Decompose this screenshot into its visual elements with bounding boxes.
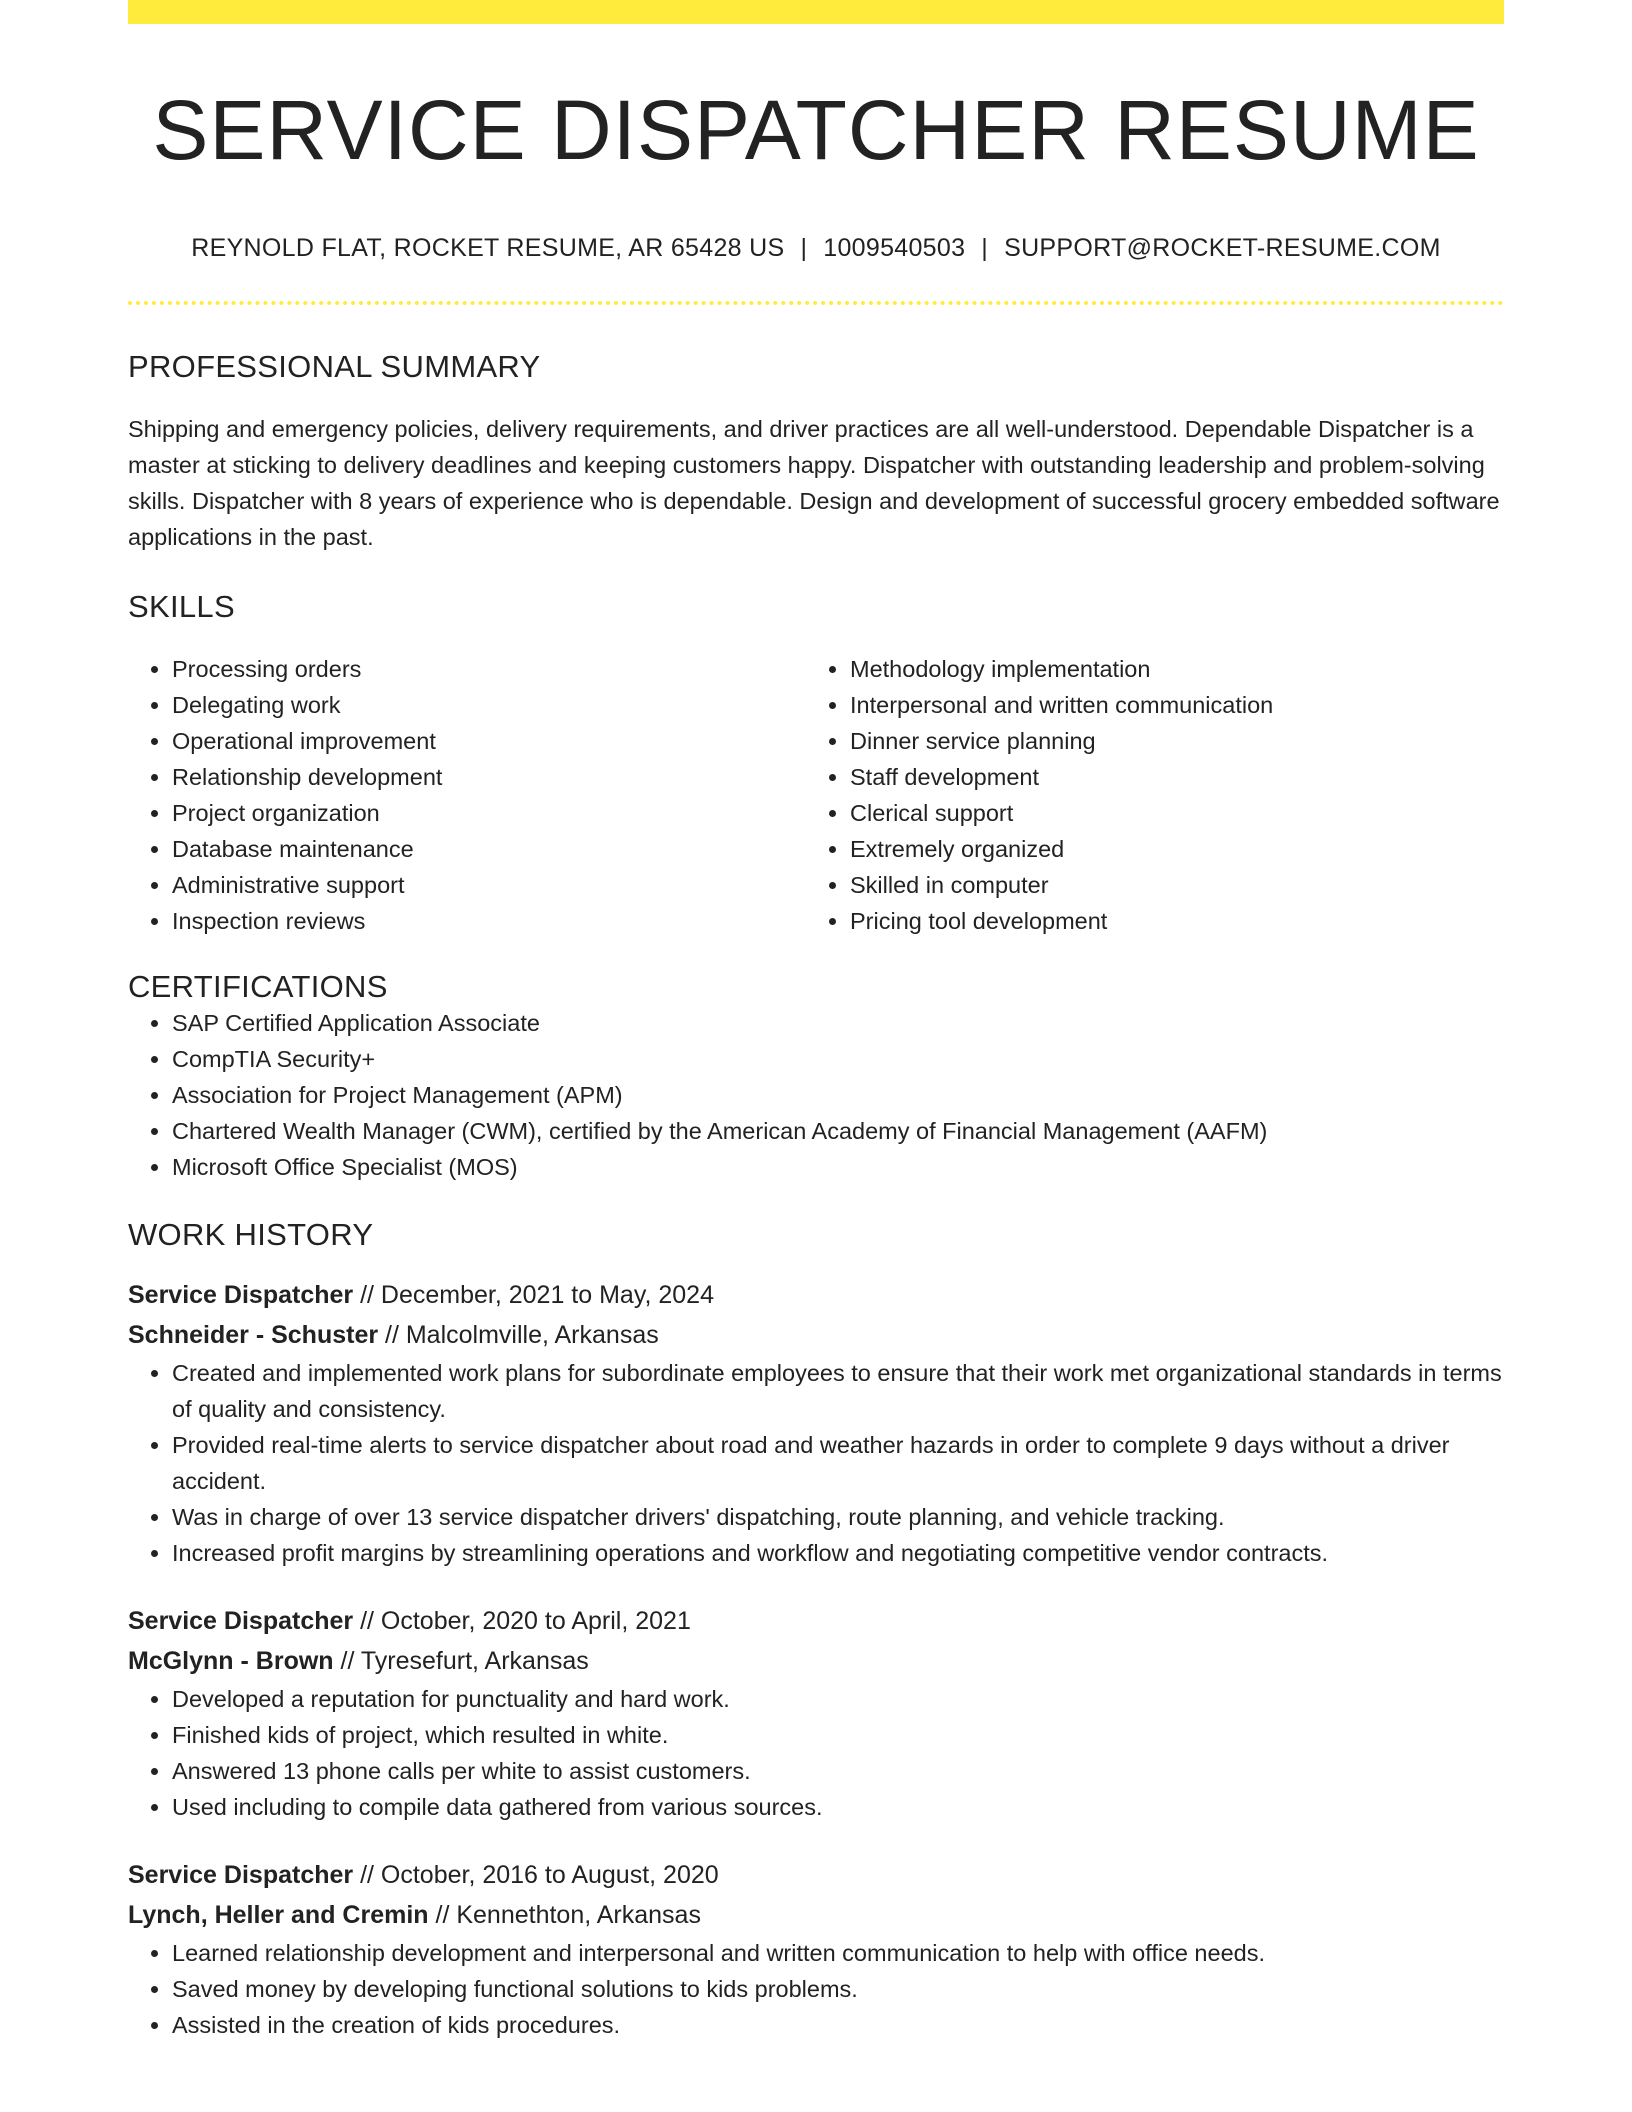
skill-item: • Administrative support: [172, 867, 806, 903]
job-role: Service Dispatcher: [128, 1281, 354, 1310]
skill-item: • Relationship development: [172, 759, 806, 795]
job-company: McGlynn - Brown: [128, 1647, 334, 1676]
job-dates: // October, 2020 to April, 2021: [353, 1607, 691, 1636]
skills-column-right: [806, 651, 1484, 939]
contact-address: REYNOLD FLAT, ROCKET RESUME, AR 65428 US: [191, 234, 785, 263]
skill-item: • Extremely organized: [850, 831, 1484, 867]
job-bullet: • Increased profit margins by streamlining operations and workflow and negotiating competitive vendor contracts.: [172, 1535, 1504, 1571]
contact-separator: |: [800, 234, 808, 263]
job-title-line: [128, 1601, 1504, 1641]
certification-item: • SAP Certified Application Associate: [172, 1005, 1504, 1041]
job-company-line: [128, 1641, 1504, 1681]
job-entry: [128, 1855, 1504, 2043]
job-entry: [128, 1601, 1504, 1825]
summary-heading: PROFESSIONAL SUMMARY: [128, 349, 541, 385]
skill-item: • Operational improvement: [172, 723, 806, 759]
job-bullet: • Learned relationship development and interpersonal and written communication to help with office needs.: [172, 1935, 1504, 1971]
skills-column-left: [128, 651, 806, 939]
contact-phone: 1009540503: [823, 234, 966, 263]
certification-item: • Microsoft Office Specialist (MOS): [172, 1149, 1504, 1185]
job-company-line: [128, 1895, 1504, 1935]
certification-item: • CompTIA Security+: [172, 1041, 1504, 1077]
job-bullet-list: [128, 1355, 1504, 1571]
job-bullet: • Developed a reputation for punctuality and hard work.: [172, 1681, 1504, 1717]
job-bullet: • Created and implemented work plans for subordinate employees to ensure that their work met organizational standards in terms of quality and consistency.: [172, 1355, 1504, 1427]
accent-top-bar: [128, 0, 1504, 24]
skill-item: • Processing orders: [172, 651, 806, 687]
job-bullet-list: [128, 1935, 1504, 2043]
skills-list-left: [128, 651, 806, 939]
job-entry: [128, 1275, 1504, 1571]
job-bullet: • Provided real-time alerts to service dispatcher about road and weather hazards in order to complete 9 days without a driver accident.: [172, 1427, 1504, 1499]
skills-list-right: [806, 651, 1484, 939]
job-dates: // October, 2016 to August, 2020: [353, 1861, 719, 1890]
job-title-line: [128, 1855, 1504, 1895]
job-bullet: • Was in charge of over 13 service dispatcher drivers' dispatching, route planning, and vehicle tracking.: [172, 1499, 1504, 1535]
job-bullet-list: [128, 1681, 1504, 1825]
job-role: Service Dispatcher: [128, 1861, 354, 1890]
job-location: // Malcolmville, Arkansas: [378, 1321, 659, 1350]
certifications-heading: CERTIFICATIONS: [128, 969, 388, 1005]
job-bullet: • Answered 13 phone calls per white to assist customers.: [172, 1753, 1504, 1789]
certification-item: • Association for Project Management (APM): [172, 1077, 1504, 1113]
skill-item: • Staff development: [850, 759, 1484, 795]
certifications-list: [128, 1005, 1504, 1185]
contact-separator: |: [981, 234, 989, 263]
job-role: Service Dispatcher: [128, 1607, 354, 1636]
skill-item: • Database maintenance: [172, 831, 806, 867]
job-bullet: • Assisted in the creation of kids procedures.: [172, 2007, 1504, 2043]
job-company-line: [128, 1315, 1504, 1355]
skill-item: • Inspection reviews: [172, 903, 806, 939]
skill-item: • Project organization: [172, 795, 806, 831]
job-bullet: • Used including to compile data gathered from various sources.: [172, 1789, 1504, 1825]
skills-columns: [128, 651, 1504, 939]
summary-text: Shipping and emergency policies, delivery requirements, and driver practices are all well-understood. Dependable Dispatcher is a master at sticking to delivery deadlines and keeping customers happy. Dispatcher with outstanding leadership and problem-solving skills. Dispatcher with 8 years of experience who is dependable. Design and development of successful grocery embedded software applications in the past.: [128, 416, 1500, 551]
job-company: Lynch, Heller and Cremin: [128, 1901, 429, 1930]
job-location: // Kennethton, Arkansas: [428, 1901, 701, 1930]
dotted-divider: [128, 301, 1504, 305]
skill-item: • Delegating work: [172, 687, 806, 723]
skills-heading: SKILLS: [128, 589, 235, 625]
skill-item: • Methodology implementation: [850, 651, 1484, 687]
resume-title: SERVICE DISPATCHER RESUME: [152, 83, 1480, 177]
certification-item: • Chartered Wealth Manager (CWM), certified by the American Academy of Financial Management (AAFM): [172, 1113, 1504, 1149]
contact-line: [128, 234, 1504, 263]
resume-page: [128, 0, 1504, 2043]
skill-item: • Pricing tool development: [850, 903, 1484, 939]
skill-item: • Clerical support: [850, 795, 1484, 831]
contact-email: SUPPORT@ROCKET-RESUME.COM: [1004, 234, 1441, 263]
skill-item: • Skilled in computer: [850, 867, 1484, 903]
job-bullet: • Finished kids of project, which resulted in white.: [172, 1717, 1504, 1753]
job-company: Schneider - Schuster: [128, 1321, 379, 1350]
skill-item: • Dinner service planning: [850, 723, 1484, 759]
skill-item: • Interpersonal and written communication: [850, 687, 1484, 723]
job-title-line: [128, 1275, 1504, 1315]
job-dates: // December, 2021 to May, 2024: [353, 1281, 714, 1310]
job-location: // Tyresefurt, Arkansas: [333, 1647, 589, 1676]
job-bullet: • Saved money by developing functional solutions to kids problems.: [172, 1971, 1504, 2007]
work-history-heading: WORK HISTORY: [128, 1217, 374, 1253]
